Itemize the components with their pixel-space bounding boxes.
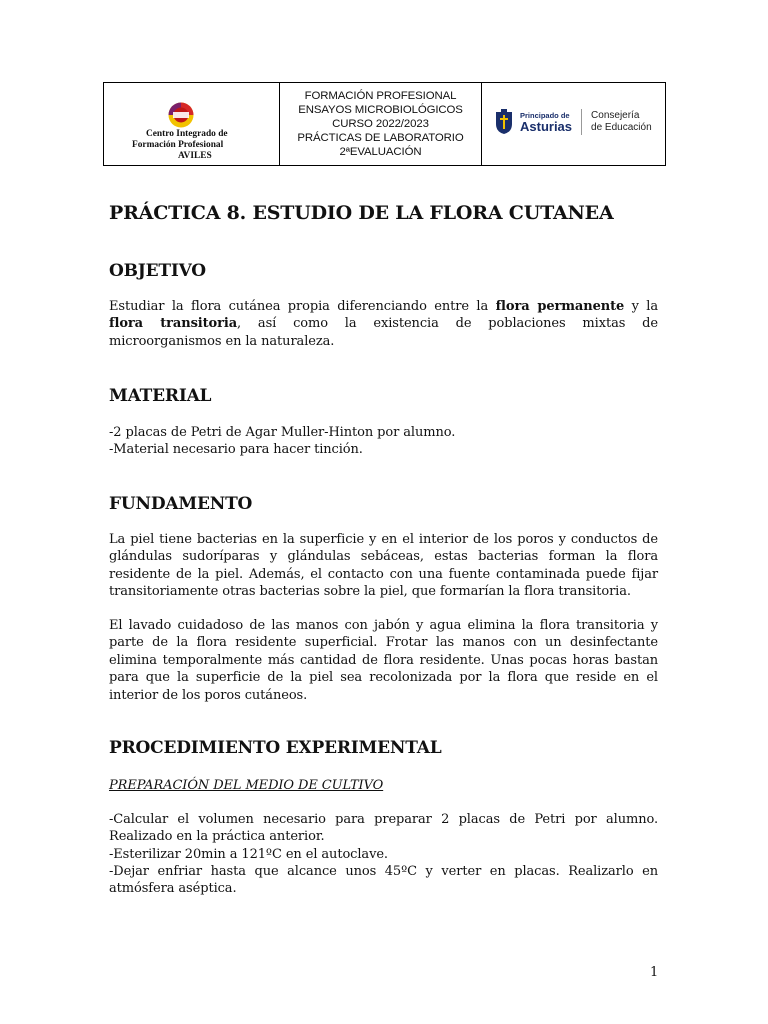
cifp-logo-icon xyxy=(168,102,194,128)
asturias-logo xyxy=(494,109,652,135)
objetivo-text: y la xyxy=(624,299,658,314)
logo-divider xyxy=(581,109,582,135)
objetivo-paragraph xyxy=(109,298,658,350)
asturias-crest-icon xyxy=(494,109,514,135)
material-item: -Material necesario para hacer tinción. xyxy=(109,442,363,458)
department-name xyxy=(591,110,652,134)
preparacion-subheading: PREPARACIÓN DEL MEDIO DE CULTIVO xyxy=(109,778,384,793)
page-title: PRÁCTICA 8. ESTUDIO DE LA FLORA CUTANEA xyxy=(109,202,614,224)
government-cell xyxy=(482,83,665,165)
objetivo-bold: flora transitoria xyxy=(109,316,238,332)
asturias-wordmark xyxy=(520,111,572,134)
school-name-line3: AVILES xyxy=(178,151,212,161)
school-cell xyxy=(104,83,280,165)
course-line: FORMACIÓN PROFESIONAL xyxy=(304,90,457,102)
objetivo-text: Estudiar la flora cutánea propia diferenciando entre la xyxy=(109,299,496,314)
objetivo-text: , así como la existencia de poblaciones mixtas de microorganismos en la naturaleza. xyxy=(109,316,658,349)
dept-line1: Consejería xyxy=(591,110,640,121)
objetivo-bold: flora permanente xyxy=(495,299,625,314)
page-number: 1 xyxy=(650,965,659,980)
fundamento-heading: FUNDAMENTO xyxy=(109,494,253,514)
procedimiento-heading: PROCEDIMIENTO EXPERIMENTAL xyxy=(109,738,442,758)
material-item: -2 placas de Petri de Agar Muller-Hinton por alumno. xyxy=(109,425,456,440)
fundamento-paragraph-1: La piel tiene bacterias en la superficie y en el interior de los poros y conductos de glándulas sudoríparas y glándulas sebáceas, estas bacterias forman la flora residente de la piel. Además, el contacto con una fuente contaminada puede fijar transitoriamente otras bacterias sobre la piel, que formarían la flora transitoria. xyxy=(109,532,658,600)
fundamento-paragraph-2: El lavado cuidadoso de las manos con jabón y agua elimina la flora transitoria y parte de la flora residente superficial. Frotar las manos con un desinfectante elimina temporalmente más cantidad de flora residente. Unas pocas horas bastan para que la superficie de la piel sea recolonizada por la flora que reside en el interior de los poros cutáneos. xyxy=(109,618,658,703)
gov-big-text: Asturias xyxy=(520,118,573,134)
course-line: ENSAYOS MICROBIOLÓGICOS xyxy=(298,104,463,116)
course-info xyxy=(280,83,482,165)
procedure-step: -Calcular el volumen necesario para preparar 2 placas de Petri por alumno. Realizado en la práctica anterior. xyxy=(109,812,658,845)
course-line: 2ªEVALUACIÓN xyxy=(339,146,422,158)
procedure-step: -Esterilizar 20min a 121ºC en el autoclave. xyxy=(109,847,388,862)
course-line: CURSO 2022/2023 xyxy=(332,118,429,130)
course-line: PRÁCTICAS DE LABORATORIO xyxy=(297,132,464,144)
dept-line2: de Educación xyxy=(591,122,652,133)
school-name-line1: Centro Integrado de xyxy=(146,129,228,139)
material-list xyxy=(109,424,658,459)
school-name-line2: Formación Profesional xyxy=(132,140,224,150)
gov-small-text: Principado de xyxy=(520,110,570,120)
school-name xyxy=(104,129,280,162)
material-heading: MATERIAL xyxy=(109,386,212,406)
document-header xyxy=(103,82,666,166)
objetivo-heading: OBJETIVO xyxy=(109,261,206,281)
procedure-step: -Dejar enfriar hasta que alcance unos 45ºC y verter en placas. Realizarlo en atmósfera aséptica. xyxy=(109,864,658,897)
